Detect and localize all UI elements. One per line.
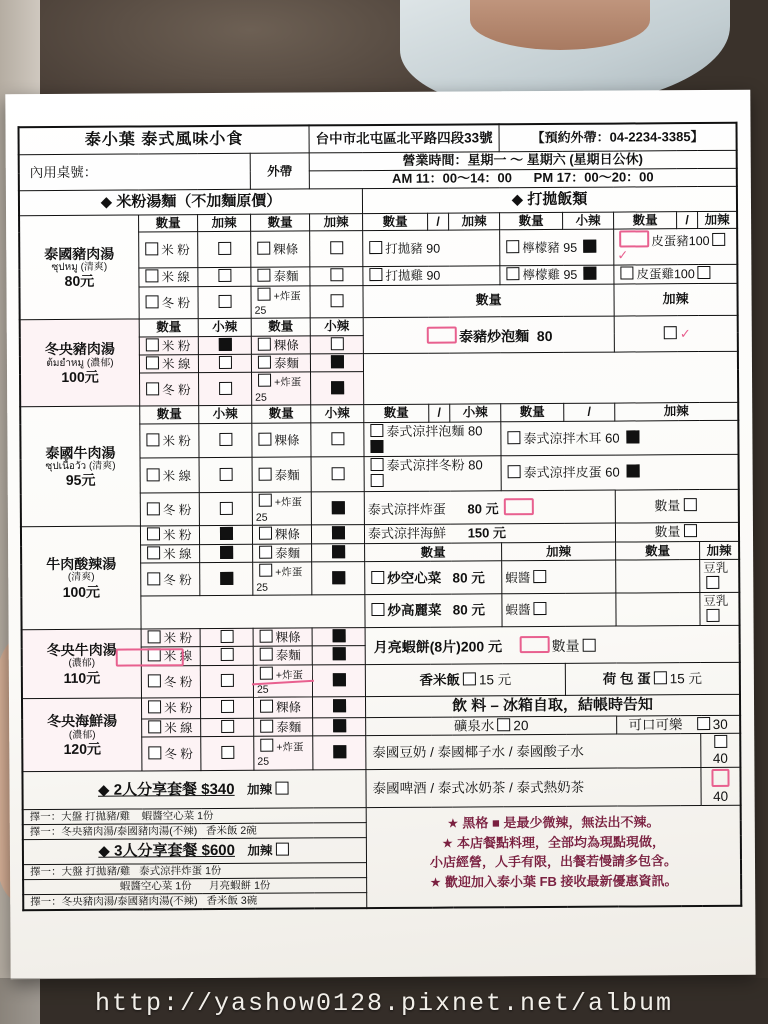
veg-add-header-2: 加辣 xyxy=(700,541,740,560)
checkbox[interactable] xyxy=(698,266,711,279)
option-guotiao-6[interactable]: 粿條 xyxy=(253,697,312,718)
checkbox[interactable] xyxy=(148,720,161,733)
spicy-box-20[interactable] xyxy=(311,525,364,544)
option-guotiao-5[interactable]: 粿條 xyxy=(253,628,312,647)
spicy-header: 加辣 xyxy=(198,214,251,232)
pink-hand-mark xyxy=(619,230,649,247)
block-5-row-1 xyxy=(22,625,740,648)
checkbox[interactable] xyxy=(218,269,231,282)
watermark-text: http://yashow0128.pixnet.net/album xyxy=(94,989,674,1018)
option-dongfen-2[interactable]: 冬 粉 xyxy=(140,373,199,406)
spicy-box-2[interactable] xyxy=(310,230,363,267)
checkbox[interactable] xyxy=(258,356,271,369)
checkbox-filled[interactable] xyxy=(332,571,345,584)
checkbox[interactable] xyxy=(330,241,343,254)
pink-hand-mark xyxy=(116,648,184,666)
spicy-box-22[interactable] xyxy=(312,544,365,563)
drink-soymilk-row[interactable]: 泰國豆奶 / 泰國椰子水 / 泰國酸子水 xyxy=(366,734,701,770)
option-taimian-6[interactable]: 泰麵 xyxy=(254,718,313,737)
checkbox-filled[interactable] xyxy=(626,465,639,478)
checkbox[interactable] xyxy=(257,287,270,300)
set-2-line-1 xyxy=(23,806,741,825)
checkbox[interactable] xyxy=(219,468,232,481)
checkbox-filled[interactable] xyxy=(220,546,233,559)
checkbox[interactable] xyxy=(260,700,273,713)
option-dongfen-4[interactable]: 冬 粉 xyxy=(141,563,200,596)
pink-hand-mark xyxy=(711,769,729,787)
spicy-header-3: 小辣 xyxy=(198,319,251,337)
pink-hand-mark xyxy=(427,326,457,343)
salad-qty-header-2: 數量 xyxy=(501,404,564,422)
spicy-box-36[interactable] xyxy=(313,736,366,770)
rice-spicy-header-3: 加辣 xyxy=(698,211,738,229)
spicy-box-12[interactable] xyxy=(311,372,364,405)
menu-table xyxy=(17,122,742,911)
set-3-choice-2[interactable]: 蝦醬空心菜 1份 月亮蝦餅 1份 xyxy=(23,877,367,894)
noodle-item-3: 泰國牛肉湯 ซุปเนื้อวัว (清爽) 95元 xyxy=(20,406,140,527)
fried-noodle-item[interactable]: 泰豬炒泡麵 80 xyxy=(363,316,614,353)
checkbox-filled[interactable] xyxy=(331,381,344,394)
rice-item-dapaozhu[interactable]: 打拋豬 90 xyxy=(363,230,500,267)
menu-header-row xyxy=(19,123,737,155)
set-3-title[interactable]: ◆ 3人分享套餐 $600 加辣 xyxy=(23,838,367,864)
spicy-box-1[interactable] xyxy=(198,231,251,268)
fried-noodle-spicy-header: 加辣 xyxy=(614,283,738,317)
salad-small-header-1: 小辣 xyxy=(450,404,501,422)
checkbox[interactable] xyxy=(220,630,233,643)
set-2-choice-2[interactable]: 擇一：冬央豬肉湯/泰國豬肉湯(不辣) 香米飯 2碗 xyxy=(23,823,367,840)
checkbox[interactable] xyxy=(497,718,510,731)
spicy-box-4[interactable] xyxy=(310,267,363,286)
checkbox-filled[interactable] xyxy=(219,527,232,540)
option-taimian-3[interactable]: 泰麵 xyxy=(252,457,311,492)
spicy-header-5: 小辣 xyxy=(199,405,252,423)
spicy-filled-box[interactable] xyxy=(584,267,597,280)
rice-item-dapaoji[interactable]: 打拋雞 90 xyxy=(363,266,500,285)
spicy-box-18[interactable] xyxy=(311,492,364,525)
spicy-box-26[interactable] xyxy=(312,627,365,646)
drinks-title: 飲 料 – 冰箱自取，結帳時告知 xyxy=(365,695,740,718)
option-guotiao-1[interactable]: 粿條 xyxy=(251,231,310,268)
rice-item-ningmengzhu[interactable]: 檸檬豬 95 xyxy=(500,229,614,266)
qty-header-2: 數量 xyxy=(251,213,310,231)
checkbox[interactable] xyxy=(463,672,476,685)
checkbox[interactable] xyxy=(257,242,270,255)
option-mixian-2[interactable]: 米 線 xyxy=(139,355,198,374)
checkbox[interactable] xyxy=(221,746,234,759)
rice-section-title: ◆ 打拋飯類 xyxy=(362,187,737,214)
option-mifen-1[interactable]: 米 粉 xyxy=(139,232,198,269)
checkbox[interactable] xyxy=(508,466,521,479)
spicy-header-2: 加辣 xyxy=(310,213,363,231)
option-taimian-2[interactable]: 泰麵 xyxy=(251,354,310,373)
drink-soymilk-price[interactable]: 40 xyxy=(701,733,741,767)
checkbox[interactable] xyxy=(371,474,384,487)
checkbox[interactable] xyxy=(533,602,546,615)
fried-noodle-qty-header: 數量 xyxy=(363,284,614,318)
option-mixian-3[interactable]: 米 線 xyxy=(140,458,199,493)
checkbox[interactable] xyxy=(259,467,272,480)
notes-block xyxy=(366,806,741,908)
spicy-filled-box[interactable] xyxy=(584,240,597,253)
option-taimian-4[interactable]: 泰麵 xyxy=(253,544,312,563)
rice-qty-header-3: 數量 xyxy=(614,211,677,229)
salad-item-pidan[interactable]: 泰式涼拌皮蛋 60 xyxy=(501,455,739,491)
menu-sheet xyxy=(5,90,755,980)
qty-header-6: 數量 xyxy=(252,405,311,423)
checkbox[interactable] xyxy=(330,268,343,281)
rice-item-pidanzhu[interactable]: 皮蛋豬100✓ xyxy=(614,228,738,265)
noodle-item-6: 冬央海鮮湯 (濃郁) 120元 xyxy=(22,698,142,772)
checkbox-filled[interactable] xyxy=(330,355,343,368)
option-fried-egg-3[interactable]: +炸蛋25 xyxy=(252,492,311,525)
checkbox-filled[interactable] xyxy=(333,719,346,732)
option-mixian-5[interactable]: 米 線 xyxy=(141,647,200,666)
veg-item-gaolicai[interactable]: 炒高麗菜 80 元 xyxy=(365,594,502,628)
checkbox[interactable] xyxy=(148,630,161,643)
spicy-box-33[interactable] xyxy=(201,718,254,737)
spicy-box-13[interactable] xyxy=(199,423,252,458)
checkbox[interactable] xyxy=(371,570,384,583)
option-guotiao-3[interactable]: 粿條 xyxy=(252,423,311,458)
spicy-box-10[interactable] xyxy=(310,354,363,373)
veg-gap-2 xyxy=(616,593,700,626)
rice-qty-header-1: 數量 xyxy=(363,213,428,231)
checkbox[interactable] xyxy=(583,638,596,651)
checkbox[interactable] xyxy=(260,666,273,679)
set-2-choice-1[interactable]: 擇一：大盤 打拋豬/雞 蝦醬空心菜 1份 xyxy=(23,808,367,825)
checkbox[interactable] xyxy=(218,242,231,255)
salad-qty-header-1: 數量 xyxy=(364,404,429,422)
spicy-box-34[interactable] xyxy=(313,717,366,736)
spicy-box-7[interactable] xyxy=(198,336,251,355)
spicy-box-3[interactable] xyxy=(198,267,251,286)
option-fried-egg-5[interactable]: +炸蛋25 xyxy=(253,665,312,698)
checkbox[interactable] xyxy=(259,564,272,577)
salad-zhadan-qty[interactable]: 數量 xyxy=(615,490,739,524)
checkbox[interactable] xyxy=(147,502,160,515)
checkbox[interactable] xyxy=(683,524,696,537)
checkbox[interactable] xyxy=(713,233,726,246)
option-fried-egg-2[interactable]: +炸蛋25 xyxy=(252,372,311,405)
option-mifen-3[interactable]: 米 粉 xyxy=(140,423,199,458)
qty-header-5: 數量 xyxy=(140,406,199,424)
dine-in-table-field[interactable]: 內用桌號： xyxy=(19,154,251,191)
checkbox[interactable] xyxy=(371,458,384,471)
veg-qty-header-1: 數量 xyxy=(365,543,502,562)
checkbox[interactable] xyxy=(148,674,161,687)
veg-opt-douru-2[interactable]: 豆乳 xyxy=(700,592,740,625)
salad-item-paomian[interactable]: 泰式涼拌泡麵 80 xyxy=(364,421,501,457)
slash-2: / xyxy=(677,211,698,229)
option-mifen-4[interactable]: 米 粉 xyxy=(140,526,199,545)
checkbox-filled[interactable] xyxy=(370,439,383,452)
option-mixian-6[interactable]: 米 線 xyxy=(142,718,201,737)
pink-check-mark: ✓ xyxy=(617,247,629,263)
checkbox[interactable] xyxy=(148,746,161,759)
checkbox[interactable] xyxy=(146,356,159,369)
veg-qty-header-2: 數量 xyxy=(616,542,700,561)
salad-slash-2: / xyxy=(564,403,615,421)
option-mifen-6[interactable]: 米 粉 xyxy=(141,698,200,719)
takeaway-phone: 【預約外帶：04-2234-3385】 xyxy=(499,123,737,152)
fried-noodle-spacer xyxy=(363,351,738,404)
checkbox-filled[interactable] xyxy=(331,527,344,540)
set-3-choice-3[interactable]: 擇一：冬央豬肉湯/泰國豬肉湯(不辣) 香米飯 3碗 xyxy=(23,892,367,910)
checkbox[interactable] xyxy=(146,382,159,395)
option-mixian-1[interactable]: 米 線 xyxy=(139,268,198,287)
set-2-title-row xyxy=(22,767,740,809)
option-dongfen-3[interactable]: 冬 粉 xyxy=(140,493,199,526)
spicy-box-6[interactable] xyxy=(310,285,363,318)
note-1: ★ 黑格 ■ 是最少微辣，無法出不辣。 xyxy=(447,814,660,831)
spicy-box-29[interactable] xyxy=(200,665,253,698)
salad-add-header: 加辣 xyxy=(615,403,739,421)
spicy-box-9[interactable] xyxy=(198,354,251,373)
snack-fried-egg[interactable]: 荷 包 蛋 15 元 xyxy=(565,662,740,696)
option-dongfen-1[interactable]: 冬 粉 xyxy=(139,286,198,319)
option-mifen-5[interactable]: 米 粉 xyxy=(141,628,200,647)
pink-check-mark: ✓ xyxy=(679,325,691,341)
spicy-box-28[interactable] xyxy=(312,646,365,665)
drink-beer-price[interactable]: 40 xyxy=(701,767,741,805)
checkbox[interactable] xyxy=(260,719,273,732)
veg-opt-xiajiang-2[interactable]: 蝦醬 xyxy=(502,593,616,626)
salad-item-dongfen[interactable]: 泰式涼拌冬粉 80 xyxy=(364,456,501,492)
checkbox[interactable] xyxy=(260,648,273,661)
drink-mineral-water[interactable]: 礦泉水 20 xyxy=(366,716,617,736)
spicy-box-5[interactable] xyxy=(198,286,251,319)
drink-beer-row[interactable]: 泰國啤酒 / 泰式冰奶茶 / 泰式熱奶茶 xyxy=(366,768,701,808)
salad-item-zhadan[interactable]: 泰式涼拌炸蛋 80 元 xyxy=(364,490,615,524)
note-3: 小店經營，人手有限，出餐若慢請多包含。 xyxy=(429,853,678,870)
checkbox[interactable] xyxy=(219,433,232,446)
checkbox[interactable] xyxy=(371,603,384,616)
checkbox[interactable] xyxy=(330,337,343,350)
checkbox[interactable] xyxy=(220,648,233,661)
checkbox[interactable] xyxy=(331,467,344,480)
salad-haixian-qty[interactable]: 數量 xyxy=(615,522,739,542)
spicy-box-8[interactable] xyxy=(310,335,363,354)
checkbox[interactable] xyxy=(275,782,288,795)
checkbox[interactable] xyxy=(533,570,546,583)
salad-item-haixian[interactable]: 泰式涼拌海鮮 150 元 xyxy=(364,523,615,543)
checkbox[interactable] xyxy=(148,701,161,714)
checkbox[interactable] xyxy=(147,468,160,481)
checkbox-filled[interactable] xyxy=(331,501,344,514)
checkbox-filled[interactable] xyxy=(332,647,345,660)
business-hours-times: AM 11：00～14：00 PM 17：00～20：00 xyxy=(309,169,737,190)
takeaway-label[interactable]: 外帶 xyxy=(250,153,309,189)
option-dongfen-5[interactable]: 冬 粉 xyxy=(141,665,200,698)
veg-add-header-1: 加辣 xyxy=(502,542,616,561)
qty-header-3: 數量 xyxy=(139,319,198,337)
checkbox[interactable] xyxy=(664,326,677,339)
shop-name-cell xyxy=(19,125,310,155)
business-hours-days: 營業時間：星期一 ～ 星期六 (星期日公休) xyxy=(309,151,737,172)
rice-spicy-header-1: 加辣 xyxy=(449,212,500,230)
checkbox[interactable] xyxy=(697,717,710,730)
checkbox[interactable] xyxy=(714,735,727,748)
checkbox[interactable] xyxy=(218,295,231,308)
checkbox[interactable] xyxy=(147,546,160,559)
checkbox[interactable] xyxy=(257,269,270,282)
spicy-box-15[interactable] xyxy=(199,458,252,493)
pink-hand-mark xyxy=(520,636,550,653)
option-guotiao-4[interactable]: 粿條 xyxy=(252,525,311,544)
option-mixian-4[interactable]: 米 線 xyxy=(141,545,200,564)
checkbox[interactable] xyxy=(218,356,231,369)
spicy-box-14[interactable] xyxy=(311,422,364,457)
checkbox[interactable] xyxy=(146,433,159,446)
spicy-box-25[interactable] xyxy=(200,628,253,647)
qty-header: 數量 xyxy=(139,214,198,232)
checkbox[interactable] xyxy=(258,337,271,350)
option-dongfen-6[interactable]: 冬 粉 xyxy=(142,737,201,771)
option-guotiao-2[interactable]: 粿條 xyxy=(251,336,310,355)
checkbox[interactable] xyxy=(145,242,158,255)
rice-spicy-header-2: 小辣 xyxy=(563,212,614,230)
spicy-header-6: 小辣 xyxy=(311,405,364,423)
rice-item-pidanji[interactable]: 皮蛋雞100 xyxy=(614,265,738,284)
note-4: ★ 歡迎加入泰小葉 FB 接收最新優惠資訊。 xyxy=(429,872,678,890)
checkbox-filled[interactable] xyxy=(626,430,639,443)
spicy-box-27[interactable] xyxy=(200,647,253,666)
checkbox[interactable] xyxy=(370,424,383,437)
checkbox[interactable] xyxy=(369,241,382,254)
checkbox[interactable] xyxy=(330,294,343,307)
fried-noodle-spicy[interactable] xyxy=(614,316,738,353)
noodle-4-spacer xyxy=(141,595,365,629)
checkbox[interactable] xyxy=(220,674,233,687)
slash-1: / xyxy=(428,213,449,231)
rice-qty-header-2: 數量 xyxy=(500,212,563,230)
veg-opt-xiajiang-1[interactable]: 蝦醬 xyxy=(502,560,616,593)
spicy-box-16[interactable] xyxy=(311,457,364,492)
checkbox[interactable] xyxy=(706,576,719,589)
option-taimian-5[interactable]: 泰麵 xyxy=(253,646,312,665)
spicy-box-21[interactable] xyxy=(200,544,253,563)
spicy-box-17[interactable] xyxy=(199,493,252,526)
set-3-choice-1[interactable]: 擇一：大盤 打拋豬/雞 泰式涼拌炸蛋 1份 xyxy=(23,862,367,879)
spicy-box-30[interactable] xyxy=(312,664,365,697)
snack-rice[interactable]: 香米飯 15 元 xyxy=(365,663,565,697)
shop-name: 泰小葉 泰式風味小食 xyxy=(84,130,244,149)
veg-gap-1 xyxy=(616,560,700,593)
option-mifen-2[interactable]: 米 粉 xyxy=(139,336,198,355)
checkbox[interactable] xyxy=(219,501,232,514)
checkbox[interactable] xyxy=(147,528,160,541)
checkbox[interactable] xyxy=(260,630,273,643)
checkbox[interactable] xyxy=(506,240,519,253)
checkbox[interactable] xyxy=(654,671,667,684)
noodle-item-1: 泰國豬肉湯 ซุปหมู (清爽) 80元 xyxy=(19,214,139,320)
checkbox[interactable] xyxy=(221,720,234,733)
checkbox[interactable] xyxy=(259,494,272,507)
checkbox-filled[interactable] xyxy=(332,629,345,642)
checkbox[interactable] xyxy=(258,374,271,387)
salad-item-muer[interactable]: 泰式涼拌木耳 60 xyxy=(501,420,739,456)
option-fried-egg-4[interactable]: +炸蛋25 xyxy=(253,562,312,595)
spicy-box-11[interactable] xyxy=(199,373,252,406)
noodle-item-2: 冬央豬肉湯 ต้มยำหมู (濃郁) 100元 xyxy=(20,319,140,407)
noodle-item-5: 冬央牛肉湯 (濃郁) 110元 xyxy=(22,629,142,699)
checkbox[interactable] xyxy=(259,546,272,559)
checkbox[interactable] xyxy=(260,738,273,751)
checkbox[interactable] xyxy=(258,432,271,445)
snack-moon-prawn[interactable]: 月亮蝦餅(8片)200 元 數量 xyxy=(365,625,740,664)
option-fried-egg-1[interactable]: +炸蛋25 xyxy=(251,286,310,319)
spicy-box-23[interactable] xyxy=(200,563,253,596)
spicy-box-32[interactable] xyxy=(312,697,365,718)
qty-header-4: 數量 xyxy=(251,318,310,336)
option-taimian-1[interactable]: 泰麵 xyxy=(251,267,310,286)
checkbox[interactable] xyxy=(146,338,159,351)
checkbox[interactable] xyxy=(369,268,382,281)
note-2: ★ 本店餐點料理，全部均為現點現做， xyxy=(441,833,666,851)
checkbox[interactable] xyxy=(147,572,160,585)
spicy-box-24[interactable] xyxy=(312,562,365,595)
checkbox[interactable] xyxy=(620,267,633,280)
checkbox[interactable] xyxy=(219,382,232,395)
option-fried-egg-6[interactable]: +炸蛋25 xyxy=(254,736,313,770)
shop-address: 台中市北屯區北平路四段33號 xyxy=(309,124,499,153)
checkbox[interactable] xyxy=(331,432,344,445)
checkbox[interactable] xyxy=(146,295,159,308)
checkbox[interactable] xyxy=(275,843,288,856)
spicy-box-31[interactable] xyxy=(200,698,253,719)
checkbox-filled[interactable] xyxy=(220,571,233,584)
column-header-row-2 xyxy=(20,316,738,338)
pink-hand-mark xyxy=(504,498,534,515)
drink-coke[interactable]: 可口可樂 30 xyxy=(617,715,741,734)
checkbox[interactable] xyxy=(506,267,519,280)
noodle-section-title: ◆ 米粉湯麵（不加麵原價） xyxy=(19,189,363,215)
checkbox[interactable] xyxy=(259,527,272,540)
checkbox[interactable] xyxy=(706,608,719,621)
set-2-title[interactable]: ◆ 2人分享套餐 $340 加辣 xyxy=(22,770,366,810)
salad-slash-1: / xyxy=(429,404,450,422)
checkbox-filled[interactable] xyxy=(332,545,345,558)
spicy-header-4: 小辣 xyxy=(310,318,363,336)
checkbox[interactable] xyxy=(683,498,696,511)
checkbox-filled[interactable] xyxy=(333,745,346,758)
spicy-box-19[interactable] xyxy=(199,525,252,544)
checkbox[interactable] xyxy=(507,431,520,444)
rice-item-ningmengji[interactable]: 檸檬雞 95 xyxy=(500,265,614,284)
checkbox-filled[interactable] xyxy=(333,700,346,713)
checkbox[interactable] xyxy=(221,700,234,713)
veg-item-kongxincai[interactable]: 炒空心菜 80 元 xyxy=(365,561,502,595)
noodle-item-4: 牛肉酸辣湯 (清爽) 100元 xyxy=(21,526,141,630)
checkbox[interactable] xyxy=(145,270,158,283)
spicy-box-35[interactable] xyxy=(201,736,254,770)
checkbox-filled[interactable] xyxy=(332,673,345,686)
veg-opt-dourу-1[interactable]: 豆乳 xyxy=(700,560,740,593)
checkbox-filled[interactable] xyxy=(218,338,231,351)
